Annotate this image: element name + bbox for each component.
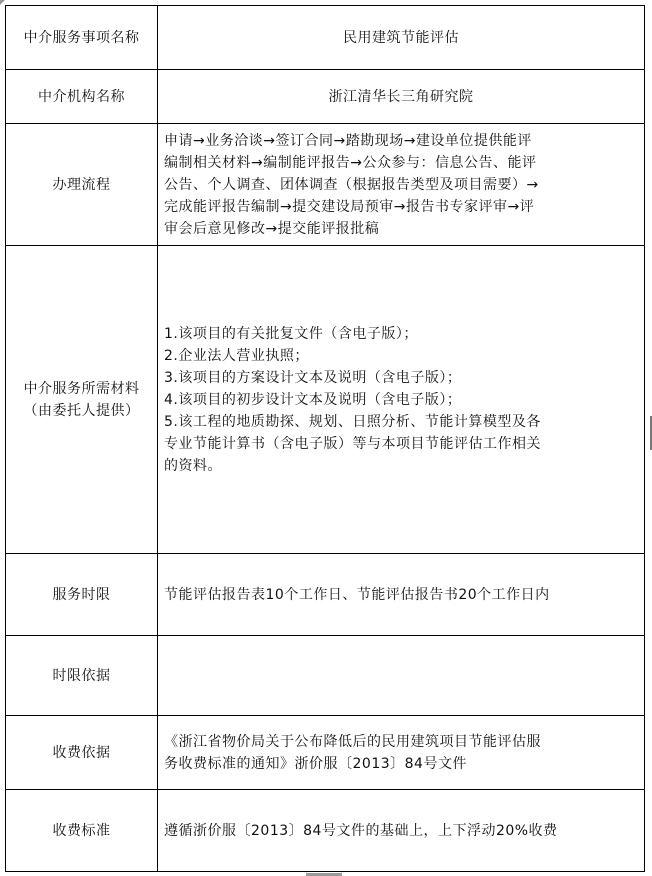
row-service-item-name xyxy=(6,6,645,70)
value-line: 遵循浙价服〔2013〕84号文件的基础上，上下浮动20%收费 xyxy=(164,822,558,839)
label-line: 中介服务事项名称 xyxy=(23,29,140,46)
value-service-item-name xyxy=(158,6,645,70)
label-time-limit-basis xyxy=(6,636,158,716)
service-info-table xyxy=(5,5,645,872)
label-line: 服务时限 xyxy=(52,586,111,603)
row-required-materials xyxy=(6,246,645,554)
value-line: 《浙江省物价局关于公布降低后的民用建筑项目节能评估服 xyxy=(164,733,541,750)
label-fee-basis xyxy=(6,716,158,790)
value-service-time-limit xyxy=(158,554,645,636)
label-process xyxy=(6,124,158,246)
label-agency-name xyxy=(6,70,158,124)
value-line: 节能评估报告表10个工作日、节能评估报告书20个工作日内 xyxy=(164,586,550,603)
value-line: 民用建筑节能评估 xyxy=(343,29,459,46)
value-process xyxy=(158,124,645,246)
value-line: 审会后意见修改→提交能评报批稿 xyxy=(164,220,380,237)
value-line: 公告、个人调查、团体调查（根据报告类型及项目需要）→ xyxy=(164,176,539,193)
label-line: 办理流程 xyxy=(52,176,111,193)
value-line: 完成能评报告编制→提交建设局预审→报告书专家评审→评 xyxy=(164,198,535,215)
value-line: 4.该项目的初步设计文本及说明（含电子版）； xyxy=(164,391,462,408)
row-agency-name xyxy=(6,70,645,124)
value-line: 申请→业务洽谈→签订合同→踏勘现场→建设单位提供能评 xyxy=(164,132,532,149)
row-service-time-limit xyxy=(6,554,645,636)
label-required-materials xyxy=(6,246,158,554)
value-required-materials xyxy=(158,246,645,554)
value-time-limit-basis xyxy=(158,636,645,716)
value-line: 浙江清华长三角研究院 xyxy=(328,88,474,105)
value-agency-name xyxy=(158,70,645,124)
value-line: 1.该项目的有关批复文件（含电子版）； xyxy=(164,325,418,342)
value-line: 2.企业法人营业执照； xyxy=(164,347,309,364)
label-line: 时限依据 xyxy=(52,667,111,684)
label-fee-standard xyxy=(6,790,158,872)
value-line: 5.该工程的地质勘探、规划、日照分析、节能计算模型及各 xyxy=(164,413,541,430)
label-service-time-limit xyxy=(6,554,158,636)
label-line: 中介服务所需材料 xyxy=(23,380,140,397)
label-line: 收费标准 xyxy=(52,822,111,839)
service-info-table-container xyxy=(5,5,645,871)
row-fee-basis xyxy=(6,716,645,790)
row-fee-standard xyxy=(6,790,645,872)
value-line: 编制相关材料→编制能评报告→公众参与：信息公告、能评 xyxy=(164,154,537,171)
label-line: （由委托人提供） xyxy=(23,402,140,419)
row-time-limit-basis xyxy=(6,636,645,716)
value-line: 专业节能计算书（含电子版）等与本项目节能评估工作相关 xyxy=(164,435,541,452)
label-line: 中介机构名称 xyxy=(38,88,125,105)
value-line: 的资料。 xyxy=(164,457,222,474)
label-line: 收费依据 xyxy=(52,744,111,761)
value-line: 3.该项目的方案设计文本及说明（含电子版）； xyxy=(164,369,462,386)
row-process xyxy=(6,124,645,246)
value-fee-standard xyxy=(158,790,645,872)
value-fee-basis xyxy=(158,716,645,790)
label-service-item-name xyxy=(6,6,158,70)
value-line: 务收费标准的通知》浙价服〔2013〕84号文件 xyxy=(164,755,467,772)
